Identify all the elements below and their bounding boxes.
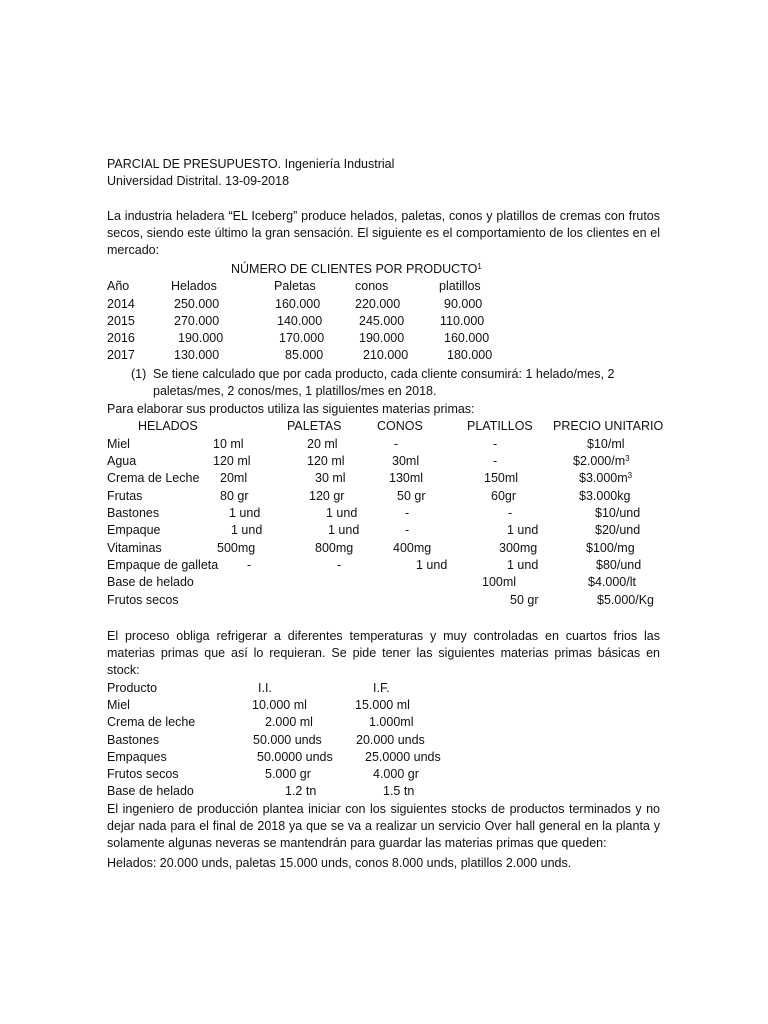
material-helados: 80 gr bbox=[220, 489, 249, 503]
material-name: Miel bbox=[107, 437, 130, 451]
material-platillos: 100ml bbox=[482, 575, 517, 589]
stock-cell: Bastones bbox=[107, 733, 160, 747]
material-paletas: 30 ml bbox=[315, 471, 346, 485]
material-precio: $3.000kg bbox=[579, 489, 631, 503]
stock-cell: Empaques bbox=[107, 750, 167, 764]
material-paletas: 1 und bbox=[328, 523, 360, 537]
stock-cell: 1.000ml bbox=[369, 715, 414, 729]
material-name: Empaque de galleta bbox=[107, 558, 219, 572]
stock-cell: Miel bbox=[107, 698, 130, 712]
materials-header-helados: HELADOS bbox=[138, 419, 198, 433]
doc-subtitle: Universidad Distrital. 13-09-2018 bbox=[107, 174, 290, 188]
clients-cell: 2016 bbox=[107, 331, 135, 345]
stock-cell: Crema de leche bbox=[107, 715, 196, 729]
material-precio bbox=[573, 453, 630, 470]
material-platillos: - bbox=[493, 454, 498, 468]
clients-cell: 250.000 bbox=[174, 297, 220, 311]
material-precio: $4.000/lt bbox=[588, 575, 636, 589]
material-precio: $20/und bbox=[595, 523, 641, 537]
materials-header-paletas: PALETAS bbox=[287, 419, 342, 433]
material-conos: - bbox=[405, 523, 410, 537]
clients-cell: 160.000 bbox=[444, 331, 490, 345]
material-name: Crema de Leche bbox=[107, 471, 200, 485]
material-paletas: 120 ml bbox=[307, 454, 345, 468]
material-precio bbox=[579, 470, 632, 487]
stock-header-if: I.F. bbox=[373, 681, 390, 695]
clients-cell: 90.000 bbox=[444, 297, 483, 311]
material-name: Frutos secos bbox=[107, 593, 179, 607]
clients-cell: 190.000 bbox=[359, 331, 405, 345]
note-line-1: Se tiene calculado que por cada producto, cada cliente consumirá: 1 helado/mes, 2 bbox=[153, 367, 615, 381]
stock-header-producto: Producto bbox=[107, 681, 158, 695]
note-line-2: paletas/mes, 2 conos/mes, 1 platillos/mes en 2018. bbox=[153, 384, 437, 398]
material-helados: 500mg bbox=[217, 541, 256, 555]
precio-exponent: 3 bbox=[625, 454, 630, 463]
materials-header-precio: PRECIO UNITARIO bbox=[553, 419, 664, 433]
clients-cell: 210.000 bbox=[363, 348, 409, 362]
material-conos: 1 und bbox=[416, 558, 448, 572]
material-conos: 400mg bbox=[393, 541, 432, 555]
clients-cell: 245.000 bbox=[359, 314, 405, 328]
material-name: Bastones bbox=[107, 506, 160, 520]
stock-cell: 2.000 ml bbox=[265, 715, 313, 729]
material-helados: 1 und bbox=[231, 523, 263, 537]
material-platillos: 50 gr bbox=[510, 593, 539, 607]
materials-header-conos: CONOS bbox=[377, 419, 423, 433]
stock-header-ii: I.I. bbox=[258, 681, 272, 695]
clients-cell: 160.000 bbox=[275, 297, 321, 311]
material-conos: 30ml bbox=[392, 454, 420, 468]
material-name: Frutas bbox=[107, 489, 143, 503]
clients-header-conos: conos bbox=[355, 279, 389, 293]
clients-cell: 270.000 bbox=[174, 314, 220, 328]
material-helados: - bbox=[247, 558, 252, 572]
clients-cell: 180.000 bbox=[447, 348, 493, 362]
material-platillos: - bbox=[508, 506, 513, 520]
clients-header-paletas: Paletas bbox=[274, 279, 316, 293]
material-platillos: 300mg bbox=[499, 541, 538, 555]
note-marker: (1) bbox=[131, 367, 147, 381]
document-page bbox=[107, 0, 662, 1024]
process-paragraph: El proceso obliga refrigerar a diferentes temperaturas y muy controladas en cuartos frios las materias primas que así lo requieran. Se pide tener las siguientes materias primas básicas en stock: bbox=[107, 629, 660, 678]
material-precio: $10/und bbox=[595, 506, 641, 520]
stock-cell: 1.5 tn bbox=[383, 784, 415, 798]
material-platillos: 150ml bbox=[484, 471, 519, 485]
material-conos: 50 gr bbox=[397, 489, 426, 503]
closing-paragraph: El ingeniero de producción plantea iniciar con los siguientes stocks de productos terminados y no dejar nada para el final de 2018 ya que se va a realizar un servicio Over hall general en la planta y solamente algunas neveras se mantendrán para guardar las materias primas que queden: bbox=[107, 802, 660, 851]
material-platillos: 1 und bbox=[507, 558, 539, 572]
material-name: Vitaminas bbox=[107, 541, 162, 555]
clients-cell: 2017 bbox=[107, 348, 135, 362]
material-helados: 10 ml bbox=[213, 437, 244, 451]
material-helados: 1 und bbox=[229, 506, 261, 520]
material-helados: 20ml bbox=[220, 471, 248, 485]
stock-cell: 50.000 unds bbox=[253, 733, 322, 747]
clients-header-helados: Helados bbox=[171, 279, 217, 293]
material-conos: - bbox=[405, 506, 410, 520]
clients-cell: 130.000 bbox=[174, 348, 220, 362]
stock-cell: 15.000 ml bbox=[355, 698, 410, 712]
material-precio: $10/ml bbox=[587, 437, 625, 451]
material-name: Agua bbox=[107, 454, 137, 468]
material-paletas: 20 ml bbox=[307, 437, 338, 451]
precio-text: $2.000/m bbox=[573, 454, 626, 468]
clients-cell: 2015 bbox=[107, 314, 135, 328]
stock-cell: 25.0000 unds bbox=[365, 750, 441, 764]
material-precio: $100/mg bbox=[586, 541, 635, 555]
clients-cell: 220.000 bbox=[355, 297, 401, 311]
stock-cell: Base de helado bbox=[107, 784, 194, 798]
precio-text: $3.000m bbox=[579, 471, 628, 485]
stock-cell: 10.000 ml bbox=[252, 698, 307, 712]
clients-cell: 190.000 bbox=[178, 331, 224, 345]
clients-cell: 110.000 bbox=[440, 314, 485, 328]
stock-cell: 4.000 gr bbox=[373, 767, 419, 781]
doc-title: PARCIAL DE PRESUPUESTO. Ingeniería Industrial bbox=[107, 157, 395, 171]
material-conos: - bbox=[394, 437, 399, 451]
stock-cell: 1.2 tn bbox=[285, 784, 317, 798]
intro-paragraph: La industria heladera “EL Iceberg” produce helados, paletas, conos y platillos de cremas con frutos secos, siendo este último la gran sensación. El siguiente es el comportamiento de los clientes en el mercado: bbox=[107, 209, 660, 258]
material-paletas: 1 und bbox=[326, 506, 358, 520]
materials-intro: Para elaborar sus productos utiliza las siguientes materias primas: bbox=[107, 402, 475, 416]
clients-table-title bbox=[231, 261, 482, 278]
clients-cell: 85.000 bbox=[285, 348, 324, 362]
material-precio: $5.000/Kg bbox=[597, 593, 654, 607]
stock-cell: Frutos secos bbox=[107, 767, 179, 781]
material-name: Empaque bbox=[107, 523, 161, 537]
stock-cell: 50.0000 unds bbox=[257, 750, 333, 764]
stock-cell: 20.000 unds bbox=[356, 733, 425, 747]
material-platillos: - bbox=[493, 437, 498, 451]
stock-cell: 5.000 gr bbox=[265, 767, 311, 781]
material-paletas: 800mg bbox=[315, 541, 354, 555]
clients-header-platillos: platillos bbox=[439, 279, 481, 293]
clients-header-year: Año bbox=[107, 279, 130, 293]
clients-cell: 140.000 bbox=[277, 314, 323, 328]
material-platillos: 60gr bbox=[491, 489, 517, 503]
precio-exponent: 3 bbox=[627, 471, 633, 480]
footnote-mark: 1 bbox=[477, 262, 482, 271]
final-line: Helados: 20.000 unds, paletas 15.000 unds, conos 8.000 unds, platillos 2.000 unds. bbox=[107, 856, 572, 870]
materials-header-platillos: PLATILLOS bbox=[467, 419, 533, 433]
clients-cell: 2014 bbox=[107, 297, 135, 311]
material-paletas: 120 gr bbox=[309, 489, 345, 503]
material-name: Base de helado bbox=[107, 575, 194, 589]
clients-title-text: NÚMERO DE CLIENTES POR PRODUCTO bbox=[231, 262, 478, 276]
material-conos: 130ml bbox=[389, 471, 424, 485]
material-platillos: 1 und bbox=[507, 523, 539, 537]
material-paletas: - bbox=[337, 558, 342, 572]
material-helados: 120 ml bbox=[213, 454, 251, 468]
clients-cell: 170.000 bbox=[279, 331, 325, 345]
material-precio: $80/und bbox=[596, 558, 642, 572]
